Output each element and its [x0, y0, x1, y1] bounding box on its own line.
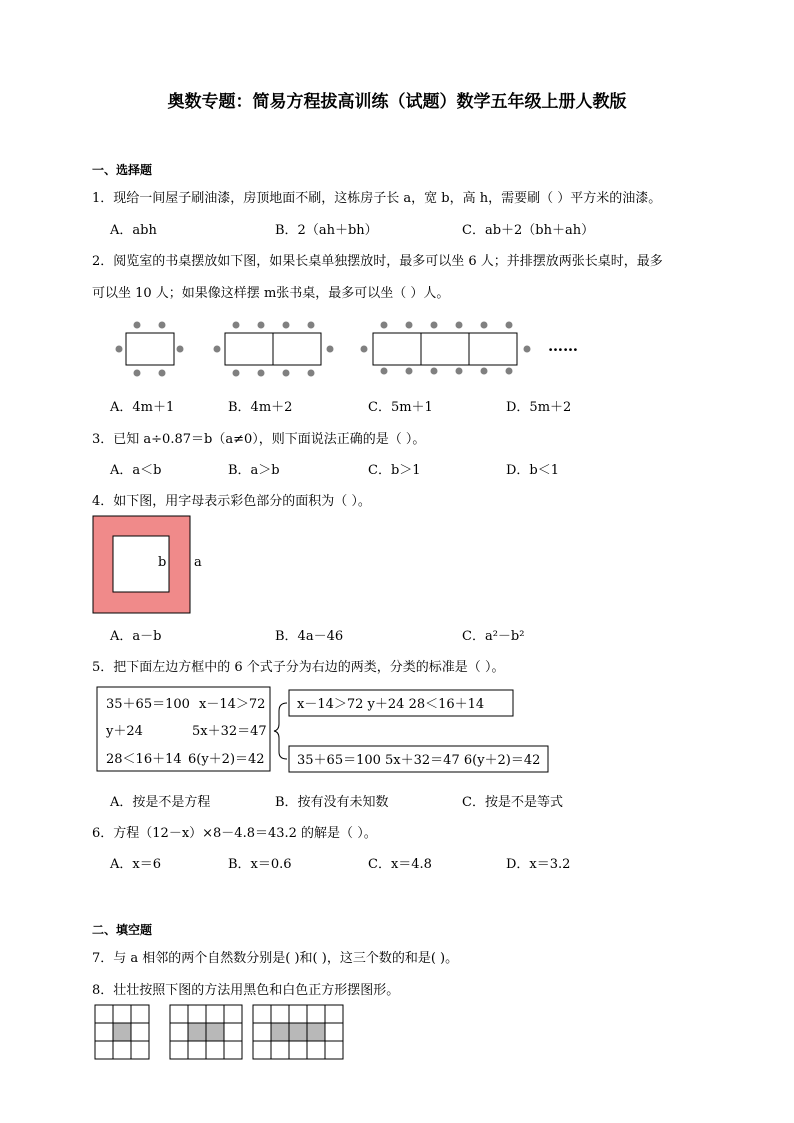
q3-option-a: A．a＜b: [110, 463, 162, 478]
q2-option-d: D．5m＋2: [506, 400, 572, 415]
question-1: 1．现给一间屋子刷油漆，房顶地面不刷，这栋房子长 a，宽 b，高 h，需要刷（ ）平方米的油漆。: [92, 191, 662, 206]
question-2-line-1: 2．阅览室的书桌摆放如下图，如果长桌单独摆放时，最多可以坐 6 人；并排摆放两张长桌时，最多: [92, 254, 663, 269]
question-4: 4．如下图，用字母表示彩色部分的面积为（ ）。: [92, 494, 371, 509]
square-area-figure: [92, 515, 222, 615]
left-expr-4: 5x＋32＝47: [192, 724, 267, 739]
tile-pattern-figure: [92, 1004, 352, 1064]
q2-option-b: B．4m＋2: [228, 400, 293, 415]
right-bottom-exprs: 35＋65＝100 5x＋32＝47 6(y＋2)＝42: [297, 753, 541, 768]
question-8: 8．壮壮按照下图的方法用黑色和白色正方形摆图形。: [92, 983, 400, 998]
question-3: 3．已知 a÷0.87＝b（a≠0），则下面说法正确的是（ ）。: [92, 432, 426, 447]
q6-option-b: B．x＝0.6: [228, 857, 292, 872]
q1-option-a: A．abh: [110, 223, 157, 238]
q4-option-a: A．a－b: [110, 629, 162, 644]
q2-option-a: A．4m＋1: [110, 400, 175, 415]
q5-option-c: C．按是不是等式: [462, 795, 563, 810]
ellipsis: ……: [548, 337, 578, 355]
section-heading-fill: 二、填空题: [92, 923, 153, 937]
gray-tile: [113, 1023, 131, 1041]
q5-option-a: A．按是不是方程: [110, 795, 211, 810]
label-b: b: [158, 555, 167, 570]
right-top-exprs: x－14＞72 y＋24 28＜16＋14: [297, 697, 485, 712]
left-expr-6: 6(y＋2)＝42: [188, 752, 265, 767]
q3-option-b: B．a＞b: [228, 463, 280, 478]
q1-option-c: C．ab＋2（bh＋ah）: [462, 223, 595, 238]
label-a: a: [194, 555, 202, 570]
q2-option-c: C．5m＋1: [368, 400, 433, 415]
question-2-line-2: 可以坐 10 人；如果像这样摆 m张书桌，最多可以坐（ ）人。: [92, 286, 450, 301]
question-7: 7．与 a 相邻的两个自然数分别是( )和( )，这三个数的和是( )。: [92, 951, 459, 966]
q4-option-c: C．a²－b²: [462, 629, 525, 644]
q3-option-c: C．b＞1: [368, 463, 421, 478]
desk-arrangement-figure: [100, 310, 620, 385]
q3-option-d: D．b＜1: [506, 463, 560, 478]
left-expr-2: x－14＞72: [199, 697, 266, 712]
left-expr-3: y＋24: [106, 724, 143, 739]
brace: [274, 703, 287, 759]
q4-option-b: B．4a－46: [275, 629, 344, 644]
classification-figure: [96, 686, 556, 776]
question-6: 6．方程（12－x）×8－4.8＝43.2 的解是（ ）。: [92, 826, 377, 841]
q1-option-b: B．2（ah＋bh）: [275, 223, 378, 238]
q6-option-d: D．x＝3.2: [506, 857, 571, 872]
left-expr-5: 28＜16＋14: [106, 752, 182, 767]
page-title: 奥数专题：简易方程拔高训练（试题）数学五年级上册人教版: [167, 92, 627, 112]
q6-option-c: C．x＝4.8: [368, 857, 432, 872]
section-heading-choice: 一、选择题: [92, 163, 153, 177]
q5-option-b: B．按有没有未知数: [275, 795, 389, 810]
question-5: 5．把下面左边方框中的 6 个式子分为右边的两类，分类的标准是（ ）。: [92, 660, 505, 675]
q6-option-a: A．x＝6: [110, 857, 161, 872]
left-expr-1: 35＋65＝100: [106, 697, 190, 712]
